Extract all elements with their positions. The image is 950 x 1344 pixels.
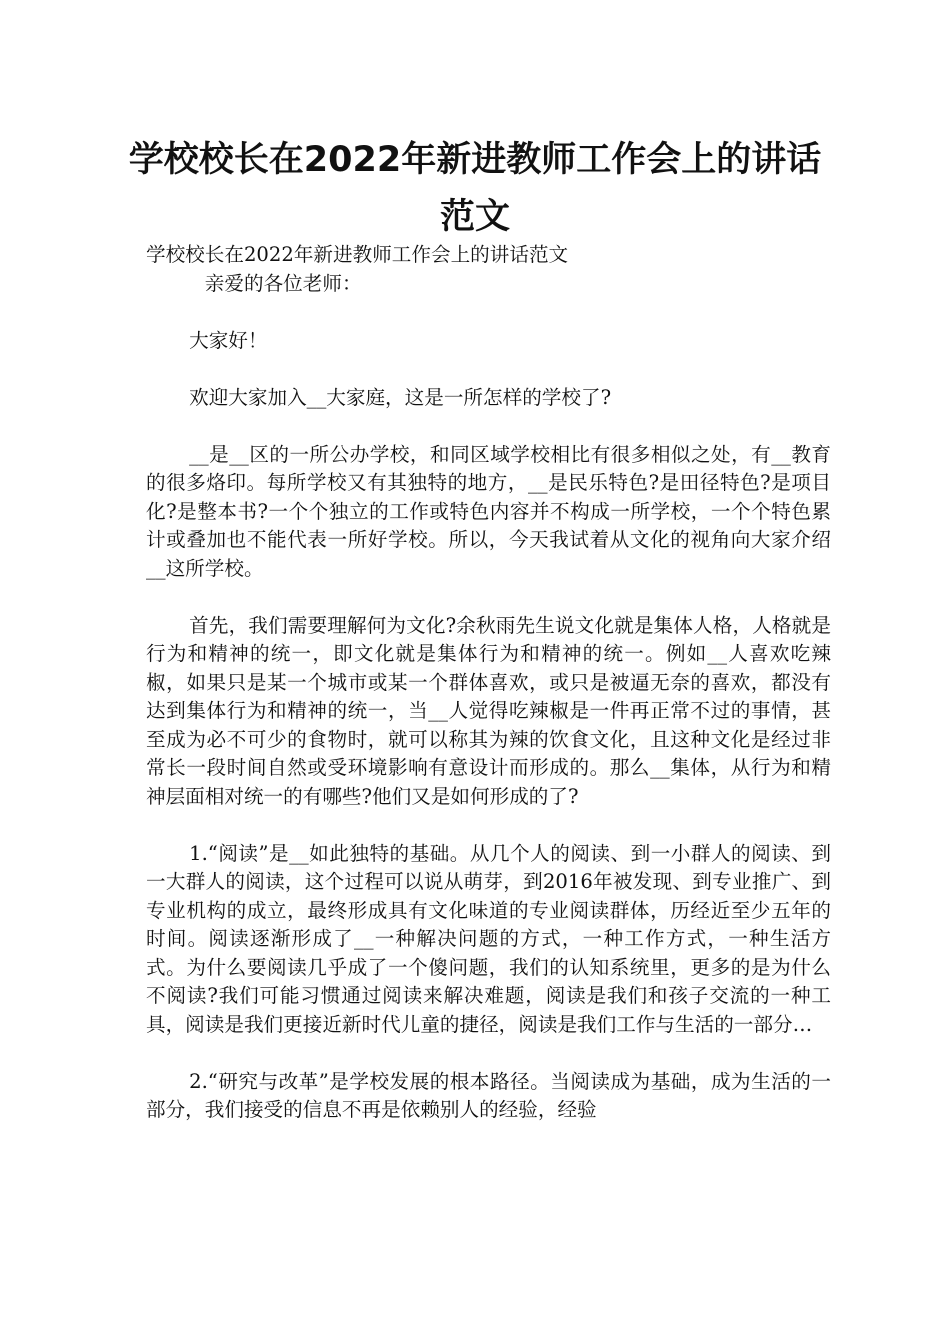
paragraph-culture: 首先，我们需要理解何为文化?余秋雨先生说文化就是集体人格，人格就是行为和精神的统一，即文化就是集体行为和精神的统一。例如__人喜欢吃辣椒，如果只是某一个城市或某一个群体喜欢，或只是被逼无奈的喜欢，都没有达到集体行为和精神的统一，当__人觉得吃辣椒是一件再正常不过的事情，甚至成为必不可少的食物时，就可以称其为辣的饮食文化，且这种文化是经过非常长一段时间自然或受环境影响有意设计而形成的。那么__集体，从行为和精神层面相对统一的有哪些?他们又是如何形成的了? — [146, 613, 831, 808]
paragraph-greeting: 大家好！ — [189, 328, 268, 352]
document-title: 学校校长在2022年新进教师工作会上的讲话范文 — [128, 140, 822, 237]
paragraph-reading: 1.“阅读”是__如此独特的基础。从几个人的阅读、到一小群人的阅读、到一大群人的阅读，这个过程可以说从萌芽，到2016年被发现、到专业推广、到专业机构的成立，最终形成具有文化味道的专业阅读群体，历经近至少五年的时间。阅读逐渐形成了__一种解决问题的方式，一种工作方式，一种生活方式。为什么要阅读几乎成了一个傻问题，我们的认知系统里，更多的是为什么不阅读?我们可能习惯通过阅读来解决难题，阅读是我们和孩子交流的一种工具，阅读是我们更接近新时代儿童的捷径，阅读是我们工作与生活的一部分… — [146, 841, 831, 1036]
salutation: 亲爱的各位老师： — [204, 271, 362, 295]
paragraph-welcome: 欢迎大家加入__大家庭，这是一所怎样的学校了? — [189, 385, 612, 409]
paragraph-research: 2.“研究与改革”是学校发展的根本路径。当阅读成为基础，成为生活的一部分，我们接受的信息不再是依赖别人的经验，经验 — [146, 1069, 831, 1121]
document-body — [146, 241, 831, 1153]
paragraph-school-intro: __是__区的一所公办学校，和同区域学校相比有很多相似之处，有__教育的很多烙印。每所学校又有其独特的地方，__是民乐特色?是田径特色?是项目化?是整本书?一个个独立的工作或特色内容并不构成一所学校，一个个特色累计或叠加也不能代表一所好学校。所以，今天我试着从文化的视角向大家介绍__这所学校。 — [146, 442, 831, 580]
document-subtitle: 学校校长在2022年新进教师工作会上的讲话范文 — [146, 243, 569, 266]
